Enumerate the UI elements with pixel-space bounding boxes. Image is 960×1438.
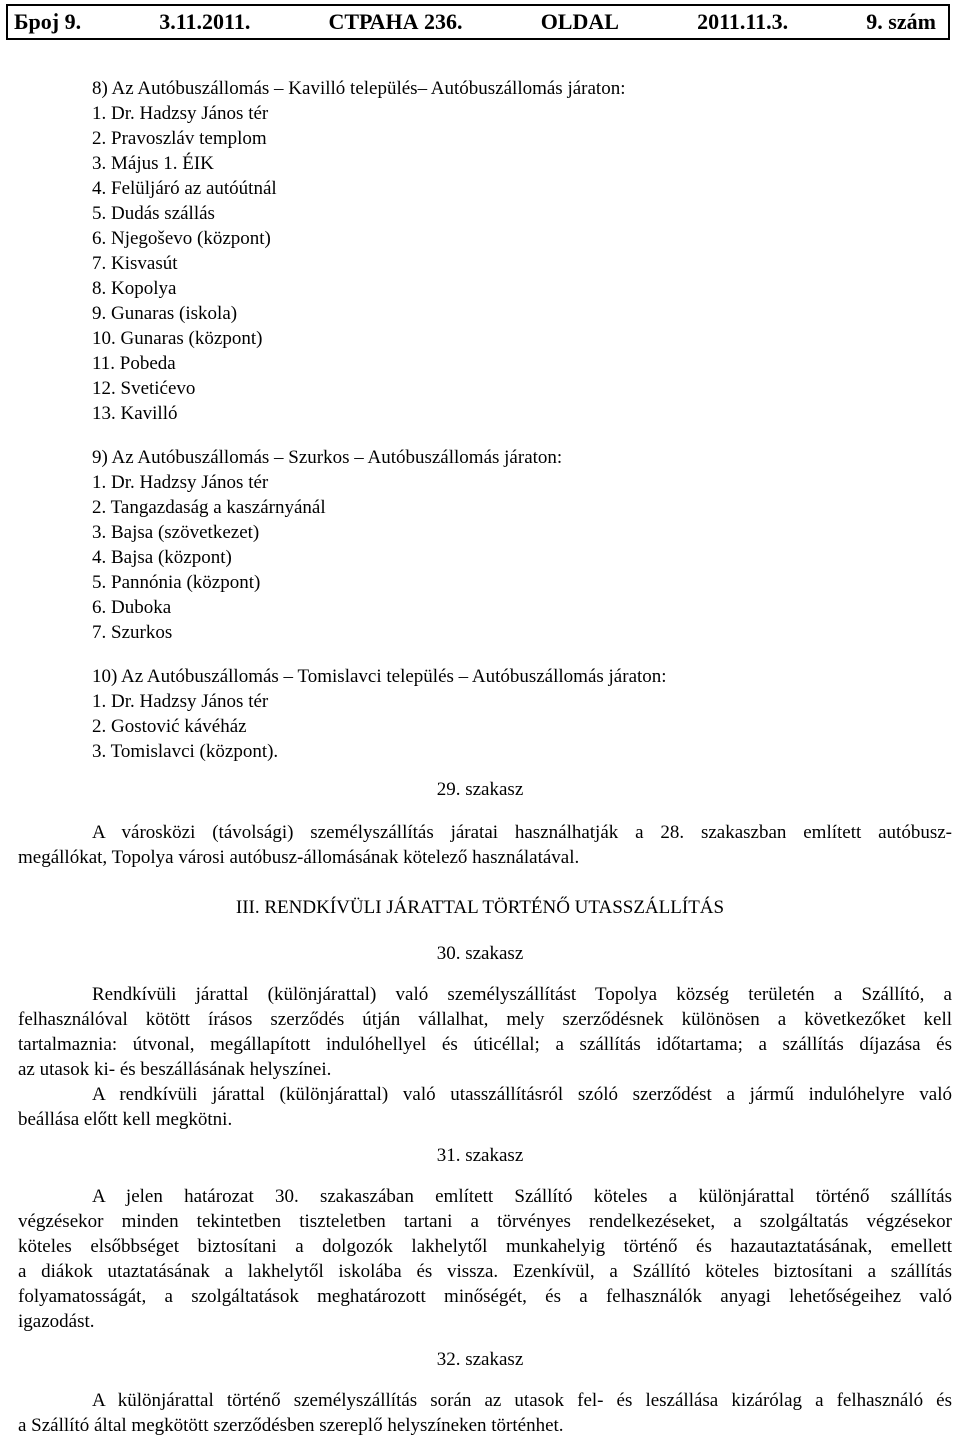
list-item: 7. Kisvasút — [92, 253, 178, 274]
header-page-sr: СТРАНА 236. — [328, 9, 463, 34]
list-item: 1. Dr. Hadzsy János tér — [92, 103, 269, 124]
list-item: 1. Dr. Hadzsy János tér — [92, 472, 269, 493]
paragraph-line: Rendkívüli járattal (különjárattal) való személyszállítást Topolya község területén a Szállító, a — [92, 984, 952, 1005]
paragraph-line: igazodást. — [18, 1311, 95, 1332]
list-item: 12. Svetićevo — [92, 378, 196, 399]
list-item: 2. Pravoszláv templom — [92, 128, 267, 149]
list-item: 8. Kopolya — [92, 278, 177, 299]
part-3-title: III. RENDKÍVÜLI JÁRATTAL TÖRTÉNŐ UTASSZÁLLÍTÁS — [235, 897, 725, 918]
list-item: 4. Bajsa (központ) — [92, 547, 232, 568]
page-header — [6, 4, 950, 40]
list-item: 6. Duboka — [92, 597, 172, 618]
paragraph-line: köteles elsőbbséget biztosítani a dolgozók lakhelytől munkahelyig történő és hazautaztatásának, emellett — [18, 1236, 952, 1257]
route8-heading: 8) Az Autóbuszállomás – Kavilló település– Autóbuszállomás járaton: — [92, 78, 626, 99]
section-30-title: 30. szakasz — [436, 943, 524, 964]
paragraph-line: megállókat, Topolya városi autóbusz-állomásának kötelező használatával. — [18, 847, 580, 868]
paragraph-line: tartalmaznia: útvonal, megállapított indulóhellyel és úticéllal; a szállítás időtartama; a szállítás díjazása és — [18, 1034, 952, 1055]
list-item: 6. Njegoševo (központ) — [92, 228, 271, 249]
list-item: 7. Szurkos — [92, 622, 173, 643]
section-31-title: 31. szakasz — [436, 1145, 524, 1166]
header-page-hu: OLDAL — [540, 9, 619, 34]
header-date-sr: 3.11.2011. — [159, 9, 251, 34]
list-item: 2. Tangazdaság a kaszárnyánál — [92, 497, 326, 518]
list-item: 2. Gostović kávéház — [92, 716, 247, 737]
header-date-hu: 2011.11.3. — [697, 9, 789, 34]
section-32-title: 32. szakasz — [436, 1349, 524, 1370]
route9-heading: 9) Az Autóbuszállomás – Szurkos – Autóbuszállomás járaton: — [92, 447, 563, 468]
list-item: 9. Gunaras (iskola) — [92, 303, 238, 324]
list-item: 13. Kavilló — [92, 403, 178, 424]
paragraph-line: az utasok ki- és beszállásának helyszínei. — [18, 1059, 332, 1080]
paragraph-line: A rendkívüli járattal (különjárattal) való utasszállításról szóló szerződést a jármű indulóhelyre való — [92, 1084, 952, 1105]
section-29-title: 29. szakasz — [436, 779, 524, 800]
list-item: 4. Felüljáró az autóútnál — [92, 178, 277, 199]
paragraph-line: folyamatosságát, a szolgáltatások meghatározott minőségét, és a felhasználók anyagi lehetőségeihez való — [18, 1286, 952, 1307]
paragraph-line: felhasználóval kötött írásos szerződés útján vállalhat, mely szerződésnek különösen a következőket kell — [18, 1009, 952, 1030]
list-item: 3. Május 1. ÉIK — [92, 153, 214, 174]
list-item: 10. Gunaras (központ) — [92, 328, 263, 349]
list-item: 5. Dudás szállás — [92, 203, 215, 224]
paragraph-line: A különjárattal történő személyszállítás során az utasok fel- és leszállása kizárólag a felhasználó és — [92, 1390, 952, 1411]
list-item: 5. Pannónia (központ) — [92, 572, 261, 593]
paragraph-line: A jelen határozat 30. szakaszában említett Szállító köteles a különjárattal történő szállítás — [92, 1186, 952, 1207]
list-item: 1. Dr. Hadzsy János tér — [92, 691, 269, 712]
list-item: 3. Bajsa (szövetkezet) — [92, 522, 260, 543]
paragraph-line: a Szállító által megkötött szerződésben szereplő helyszíneken történhet. — [18, 1415, 564, 1436]
list-item: 3. Tomislavci (központ). — [92, 741, 279, 762]
paragraph-line: beállása előtt kell megkötni. — [18, 1109, 233, 1130]
route10-heading: 10) Az Autóbuszállomás – Tomislavci település – Autóbuszállomás járaton: — [92, 666, 667, 687]
paragraph-line: végzésekor minden tekintetben tiszteletben tartani a törvényes rendelkezéseket, a szolgáltatás végzésekor — [18, 1211, 952, 1232]
paragraph-line: A városközi (távolsági) személyszállítás járatai használhatják a 28. szakaszban említett autóbusz- — [92, 822, 952, 843]
header-issue-hu: 9. szám — [866, 9, 936, 34]
paragraph-line: a diákok utaztatásának a lakhelytől iskolába és vissza. Ezenkívül, a Szállító köteles biztosítani a szállítás — [18, 1261, 952, 1282]
header-issue-sr: Број 9. — [14, 9, 82, 34]
list-item: 11. Pobeda — [92, 353, 176, 374]
